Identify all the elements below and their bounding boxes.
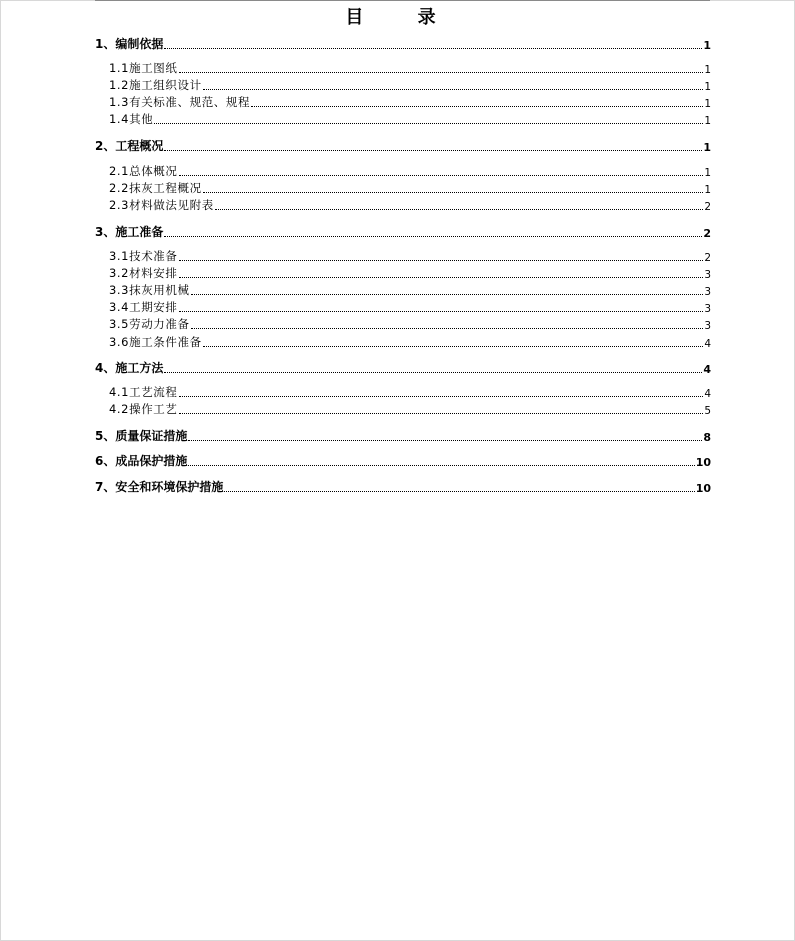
page-title: 目 录 bbox=[345, 7, 460, 28]
dot-leader bbox=[203, 89, 704, 90]
dot-leader bbox=[154, 123, 703, 124]
toc-section-entry[interactable] bbox=[95, 137, 711, 154]
dot-leader bbox=[191, 294, 704, 295]
toc-subsection-entry[interactable] bbox=[109, 60, 711, 76]
toc-page-number: 4 bbox=[704, 388, 711, 400]
toc-entry-label: 1.3有关标准、规范、规程 bbox=[109, 95, 251, 109]
toc-entry-label: 3.3抹灰用机械 bbox=[109, 283, 190, 297]
toc-entry-label: 3.5劳动力准备 bbox=[109, 317, 190, 331]
toc-page-number: 3 bbox=[704, 320, 711, 332]
toc-section-entry[interactable] bbox=[95, 223, 711, 240]
toc-page-number: 3 bbox=[704, 286, 711, 298]
dot-leader bbox=[179, 72, 704, 73]
toc-page-number: 3 bbox=[704, 303, 711, 315]
dot-leader bbox=[179, 396, 704, 397]
toc-page-number: 1 bbox=[704, 184, 711, 196]
toc-subsection-entry[interactable] bbox=[109, 384, 711, 400]
toc-subsection-entry[interactable] bbox=[109, 334, 711, 350]
toc-page-number: 2 bbox=[704, 201, 711, 213]
toc-subsection-entry[interactable] bbox=[109, 197, 711, 213]
toc-subsection-entry[interactable] bbox=[109, 299, 711, 315]
toc-page-number: 1 bbox=[704, 64, 711, 76]
toc-page-number: 1 bbox=[704, 81, 711, 93]
toc-subsection-entry[interactable] bbox=[109, 94, 711, 110]
toc-subsection-entry[interactable] bbox=[109, 77, 711, 93]
toc-page-number: 1 bbox=[703, 141, 711, 154]
toc-entry-label: 1、编制依据 bbox=[95, 37, 164, 51]
toc-section-entry[interactable] bbox=[95, 35, 711, 52]
toc-entry-label: 6、成品保护措施 bbox=[95, 454, 188, 468]
dot-leader bbox=[191, 328, 704, 329]
toc-entry-label: 4、施工方法 bbox=[95, 361, 164, 375]
dot-leader bbox=[164, 150, 702, 151]
toc-page-number: 1 bbox=[703, 39, 711, 52]
toc-section-entry[interactable] bbox=[95, 427, 711, 444]
toc-entry-label: 2.2抹灰工程概况 bbox=[109, 181, 202, 195]
dot-leader bbox=[188, 440, 702, 441]
toc-page-number: 10 bbox=[695, 456, 711, 469]
dot-leader bbox=[188, 465, 694, 466]
toc-subsection-entry[interactable] bbox=[109, 316, 711, 332]
toc-subsection-entry[interactable] bbox=[109, 248, 711, 264]
toc-subsection-entry[interactable] bbox=[109, 180, 711, 196]
toc-page-number: 2 bbox=[704, 252, 711, 264]
header-rule bbox=[95, 0, 710, 1]
toc-section-entry[interactable] bbox=[95, 452, 711, 469]
toc-entry-label: 4.1工艺流程 bbox=[109, 385, 178, 399]
dot-leader bbox=[203, 346, 704, 347]
toc-page-number: 1 bbox=[704, 167, 711, 179]
toc-entry-label: 2、工程概况 bbox=[95, 139, 164, 153]
dot-leader bbox=[215, 209, 704, 210]
dot-leader bbox=[164, 236, 702, 237]
toc-entry-label: 3.1技术准备 bbox=[109, 249, 178, 263]
toc-subsection-entry[interactable] bbox=[109, 111, 711, 127]
dot-leader bbox=[179, 311, 704, 312]
toc-entry-label: 4.2操作工艺 bbox=[109, 402, 178, 416]
dot-leader bbox=[203, 192, 704, 193]
toc-section-entry[interactable] bbox=[95, 359, 711, 376]
dot-leader bbox=[251, 106, 703, 107]
dot-leader bbox=[179, 277, 704, 278]
toc-entry-label: 7、安全和环境保护措施 bbox=[95, 480, 224, 494]
toc-page-number: 4 bbox=[703, 363, 711, 376]
toc-section-entry[interactable] bbox=[95, 478, 711, 495]
toc-entry-label: 3、施工准备 bbox=[95, 225, 164, 239]
dot-leader bbox=[164, 372, 702, 373]
toc-page-number: 10 bbox=[695, 482, 711, 495]
toc-entry-label: 3.4工期安排 bbox=[109, 300, 178, 314]
toc-entry-label: 1.1施工图纸 bbox=[109, 61, 178, 75]
toc-entry-label: 2.3材料做法见附表 bbox=[109, 198, 214, 212]
toc-page-number: 8 bbox=[703, 431, 711, 444]
toc-entry-label: 5、质量保证措施 bbox=[95, 429, 188, 443]
toc-subsection-entry[interactable] bbox=[109, 265, 711, 281]
toc-page-number: 4 bbox=[704, 338, 711, 350]
toc-subsection-entry[interactable] bbox=[109, 401, 711, 417]
toc-entry-label: 1.4其他 bbox=[109, 112, 154, 126]
toc-subsection-entry[interactable] bbox=[109, 163, 711, 179]
toc-page-number: 1 bbox=[704, 115, 711, 127]
toc-entry-label: 3.6施工条件准备 bbox=[109, 335, 202, 349]
toc-page-number: 5 bbox=[704, 405, 711, 417]
toc-subsection-entry[interactable] bbox=[109, 282, 711, 298]
toc-entry-label: 2.1总体概况 bbox=[109, 164, 178, 178]
toc-page-number: 1 bbox=[704, 98, 711, 110]
dot-leader bbox=[179, 260, 704, 261]
toc-page-number: 2 bbox=[703, 227, 711, 240]
dot-leader bbox=[179, 413, 704, 414]
toc-page-number: 3 bbox=[704, 269, 711, 281]
dot-leader bbox=[164, 48, 702, 49]
dot-leader bbox=[179, 175, 704, 176]
dot-leader bbox=[224, 491, 694, 492]
toc-entry-label: 1.2施工组织设计 bbox=[109, 78, 202, 92]
toc-entry-label: 3.2材料安排 bbox=[109, 266, 178, 280]
